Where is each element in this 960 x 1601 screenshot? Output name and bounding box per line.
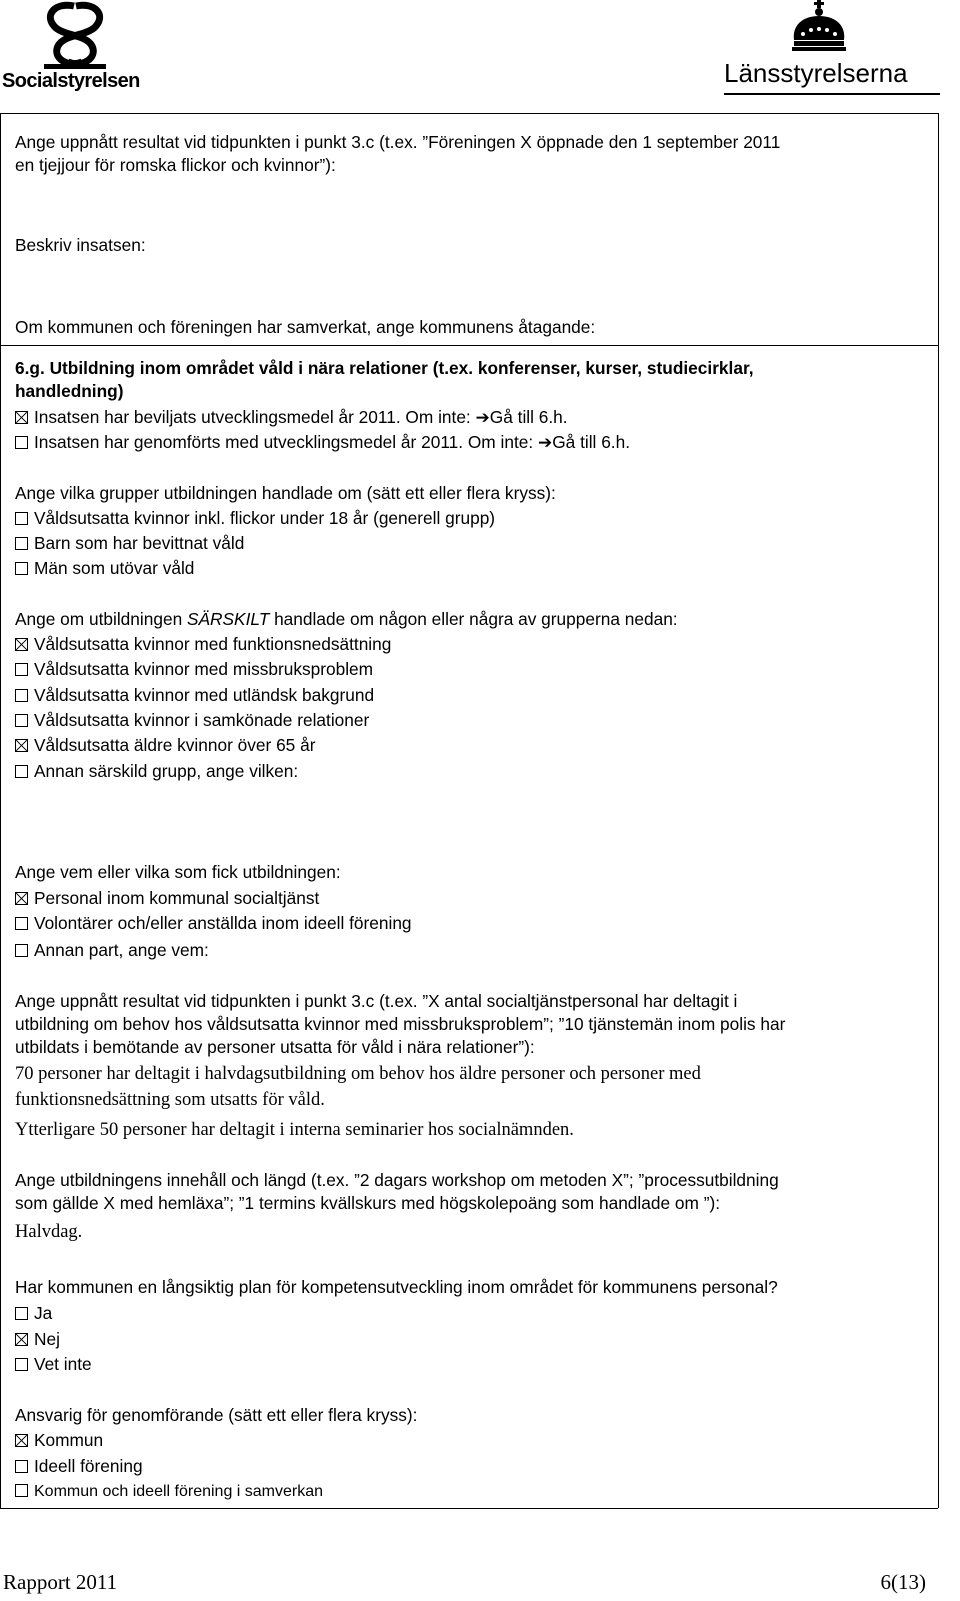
result-prompt-line-1: Ange uppnått resultat vid tidpunkten i punkt 3.c (t.ex. ”Föreningen X öppnade den 1 september 2011: [15, 132, 781, 152]
recipient-checkbox[interactable]: [15, 917, 28, 930]
group-item: [15, 507, 495, 530]
responsible-checkbox[interactable]: [15, 1460, 28, 1473]
granted-row: [15, 406, 568, 429]
socialstyrelsen-logo: [2, 0, 152, 96]
recipient-checkbox[interactable]: [15, 944, 28, 957]
socialstyrelsen-logo-text: Socialstyrelsen: [2, 70, 140, 92]
special-prompt: Ange om utbildningen SÄRSKILT handlade om någon eller några av grupperna nedan:: [15, 609, 678, 629]
lansstyrelserna-logo: [724, 0, 940, 96]
special-group-item: [15, 633, 391, 656]
plan-option: [15, 1302, 52, 1325]
special-group-label: Våldsutsatta kvinnor med utländsk bakgrund: [34, 685, 375, 705]
recipient-label: Volontärer och/eller anställda inom ideell förening: [34, 913, 412, 933]
special-group-label: Våldsutsatta äldre kvinnor över 65 år: [34, 735, 316, 755]
table-border-right: [938, 113, 939, 1508]
plan-checkbox[interactable]: [15, 1358, 28, 1371]
recipients-prompt: Ange vem eller vilka som fick utbildningen:: [15, 862, 341, 882]
plan-option: [15, 1353, 92, 1376]
arrow-right-icon: ➔: [537, 433, 553, 452]
groups-prompt: Ange vilka grupper utbildningen handlade om (sätt ett eller flera kryss):: [15, 483, 556, 503]
group-label: Barn som har bevittnat våld: [34, 533, 245, 553]
result-prompt-line-1: Ange uppnått resultat vid tidpunkten i punkt 3.c (t.ex. ”X antal socialtjänstpersonal har deltagit i: [15, 991, 738, 1011]
special-group-label: Annan särskild grupp, ange vilken:: [34, 761, 299, 781]
special-group-label: Våldsutsatta kvinnor med funktionsnedsättning: [34, 634, 392, 654]
result-answer-line-2: funktionsnedsättning som utsatts för våld.: [15, 1090, 325, 1110]
table-border-divider: [0, 345, 938, 346]
recipient-checkbox[interactable]: [15, 892, 28, 905]
section-heading-line-2: handledning): [15, 381, 124, 401]
table-border-left: [0, 113, 1, 1508]
responsible-option: [15, 1480, 323, 1503]
granted-checkbox[interactable]: [15, 411, 28, 424]
recipient-item: [15, 912, 412, 935]
performed-row: [15, 431, 630, 454]
content-prompt-line-2: som gällde X med hemläxa”; ”1 termins kvällskurs med högskolepoäng som handlade om ”):: [15, 1193, 721, 1213]
special-group-checkbox[interactable]: [15, 765, 28, 778]
plan-option-label: Vet inte: [34, 1354, 92, 1374]
performed-label: Insatsen har genomförts med utvecklingsmedel år 2011. Om inte:: [34, 432, 538, 452]
result-prompt-line-3: utbildats i bemötande av personer utsatta för våld i nära relationer”):: [15, 1037, 535, 1057]
group-checkbox[interactable]: [15, 512, 28, 525]
special-group-item: [15, 760, 298, 783]
granted-label: Insatsen har beviljats utvecklingsmedel år 2011. Om inte:: [34, 407, 476, 427]
section-heading-line-1: 6.g. Utbildning inom området våld i nära relationer (t.ex. konferenser, kurser, studiecirklar,: [15, 358, 754, 378]
footer-report-title: Rapport 2011: [3, 1570, 118, 1594]
result-prompt-line-2: en tjejjour för romska flickor och kvinnor”):: [15, 155, 336, 175]
performed-goto: Gå till 6.h.: [552, 432, 631, 452]
special-group-checkbox[interactable]: [15, 714, 28, 727]
group-checkbox[interactable]: [15, 537, 28, 550]
special-group-item: [15, 734, 315, 757]
logo-underline: [724, 93, 940, 95]
performed-checkbox[interactable]: [15, 436, 28, 449]
plan-checkbox[interactable]: [15, 1307, 28, 1320]
recipient-item: [15, 887, 319, 910]
special-group-label: Våldsutsatta kvinnor i samkönade relationer: [34, 710, 370, 730]
recipient-label: Personal inom kommunal socialtjänst: [34, 888, 320, 908]
responsible-prompt: Ansvarig för genomförande (sätt ett eller flera kryss):: [15, 1405, 418, 1425]
plan-option-label: Ja: [34, 1303, 53, 1323]
plan-checkbox[interactable]: [15, 1333, 28, 1346]
recipient-label: Annan part, ange vem:: [34, 940, 209, 960]
group-item: [15, 532, 244, 555]
special-group-checkbox[interactable]: [15, 663, 28, 676]
plan-prompt: Har kommunen en långsiktig plan för kompetensutveckling inom området för kommunens personal?: [15, 1277, 778, 1297]
responsible-option: [15, 1429, 103, 1452]
plan-option: [15, 1328, 60, 1351]
special-group-checkbox[interactable]: [15, 638, 28, 651]
result-prompt-line-2: utbildning om behov hos våldsutsatta kvinnor med missbruksproblem”; ”10 tjänstemän inom polis har: [15, 1014, 786, 1034]
table-border-top: [0, 113, 938, 114]
recipient-item: [15, 939, 209, 962]
content-prompt-line-1: Ange utbildningens innehåll och längd (t.ex. ”2 dagars workshop om metoden X”; ”processutbildning: [15, 1170, 779, 1190]
result-answer-line-1: 70 personer har deltagit i halvdagsutbildning om behov hos äldre personer och personer med: [15, 1064, 701, 1084]
responsible-option: [15, 1455, 143, 1478]
group-item: [15, 557, 194, 580]
responsible-option-label: Kommun och ideell förening i samverkan: [34, 1483, 324, 1500]
footer-page-number: 6(13): [880, 1570, 926, 1594]
socialstyrelsen-emblem-icon: [30, 0, 120, 70]
table-border-bottom: [0, 1508, 938, 1509]
special-group-checkbox[interactable]: [15, 689, 28, 702]
group-checkbox[interactable]: [15, 562, 28, 575]
group-label: Män som utövar våld: [34, 558, 195, 578]
responsible-option-label: Ideell förening: [34, 1456, 143, 1476]
plan-option-label: Nej: [34, 1329, 60, 1349]
responsible-checkbox[interactable]: [15, 1434, 28, 1447]
responsible-checkbox[interactable]: [15, 1484, 28, 1497]
result-answer-line-3: Ytterligare 50 personer har deltagit i interna seminarier hos socialnämnden.: [15, 1120, 574, 1140]
special-group-label: Våldsutsatta kvinnor med missbruksproblem: [34, 659, 374, 679]
special-group-item: [15, 709, 369, 732]
crown-icon: [788, 0, 850, 52]
cooperation-label: Om kommunen och föreningen har samverkat, ange kommunens åtagande:: [15, 317, 596, 337]
lansstyrelserna-logo-text: Länsstyrelserna: [724, 58, 908, 88]
group-label: Våldsutsatta kvinnor inkl. flickor under 18 år (generell grupp): [34, 508, 496, 528]
special-group-checkbox[interactable]: [15, 739, 28, 752]
special-group-item: [15, 684, 374, 707]
special-group-item: [15, 658, 373, 681]
arrow-right-icon: ➔: [475, 408, 490, 427]
responsible-option-label: Kommun: [34, 1430, 104, 1450]
granted-goto: Gå till 6.h.: [489, 407, 568, 427]
content-answer: Halvdag.: [15, 1222, 83, 1242]
describe-label: Beskriv insatsen:: [15, 235, 146, 255]
